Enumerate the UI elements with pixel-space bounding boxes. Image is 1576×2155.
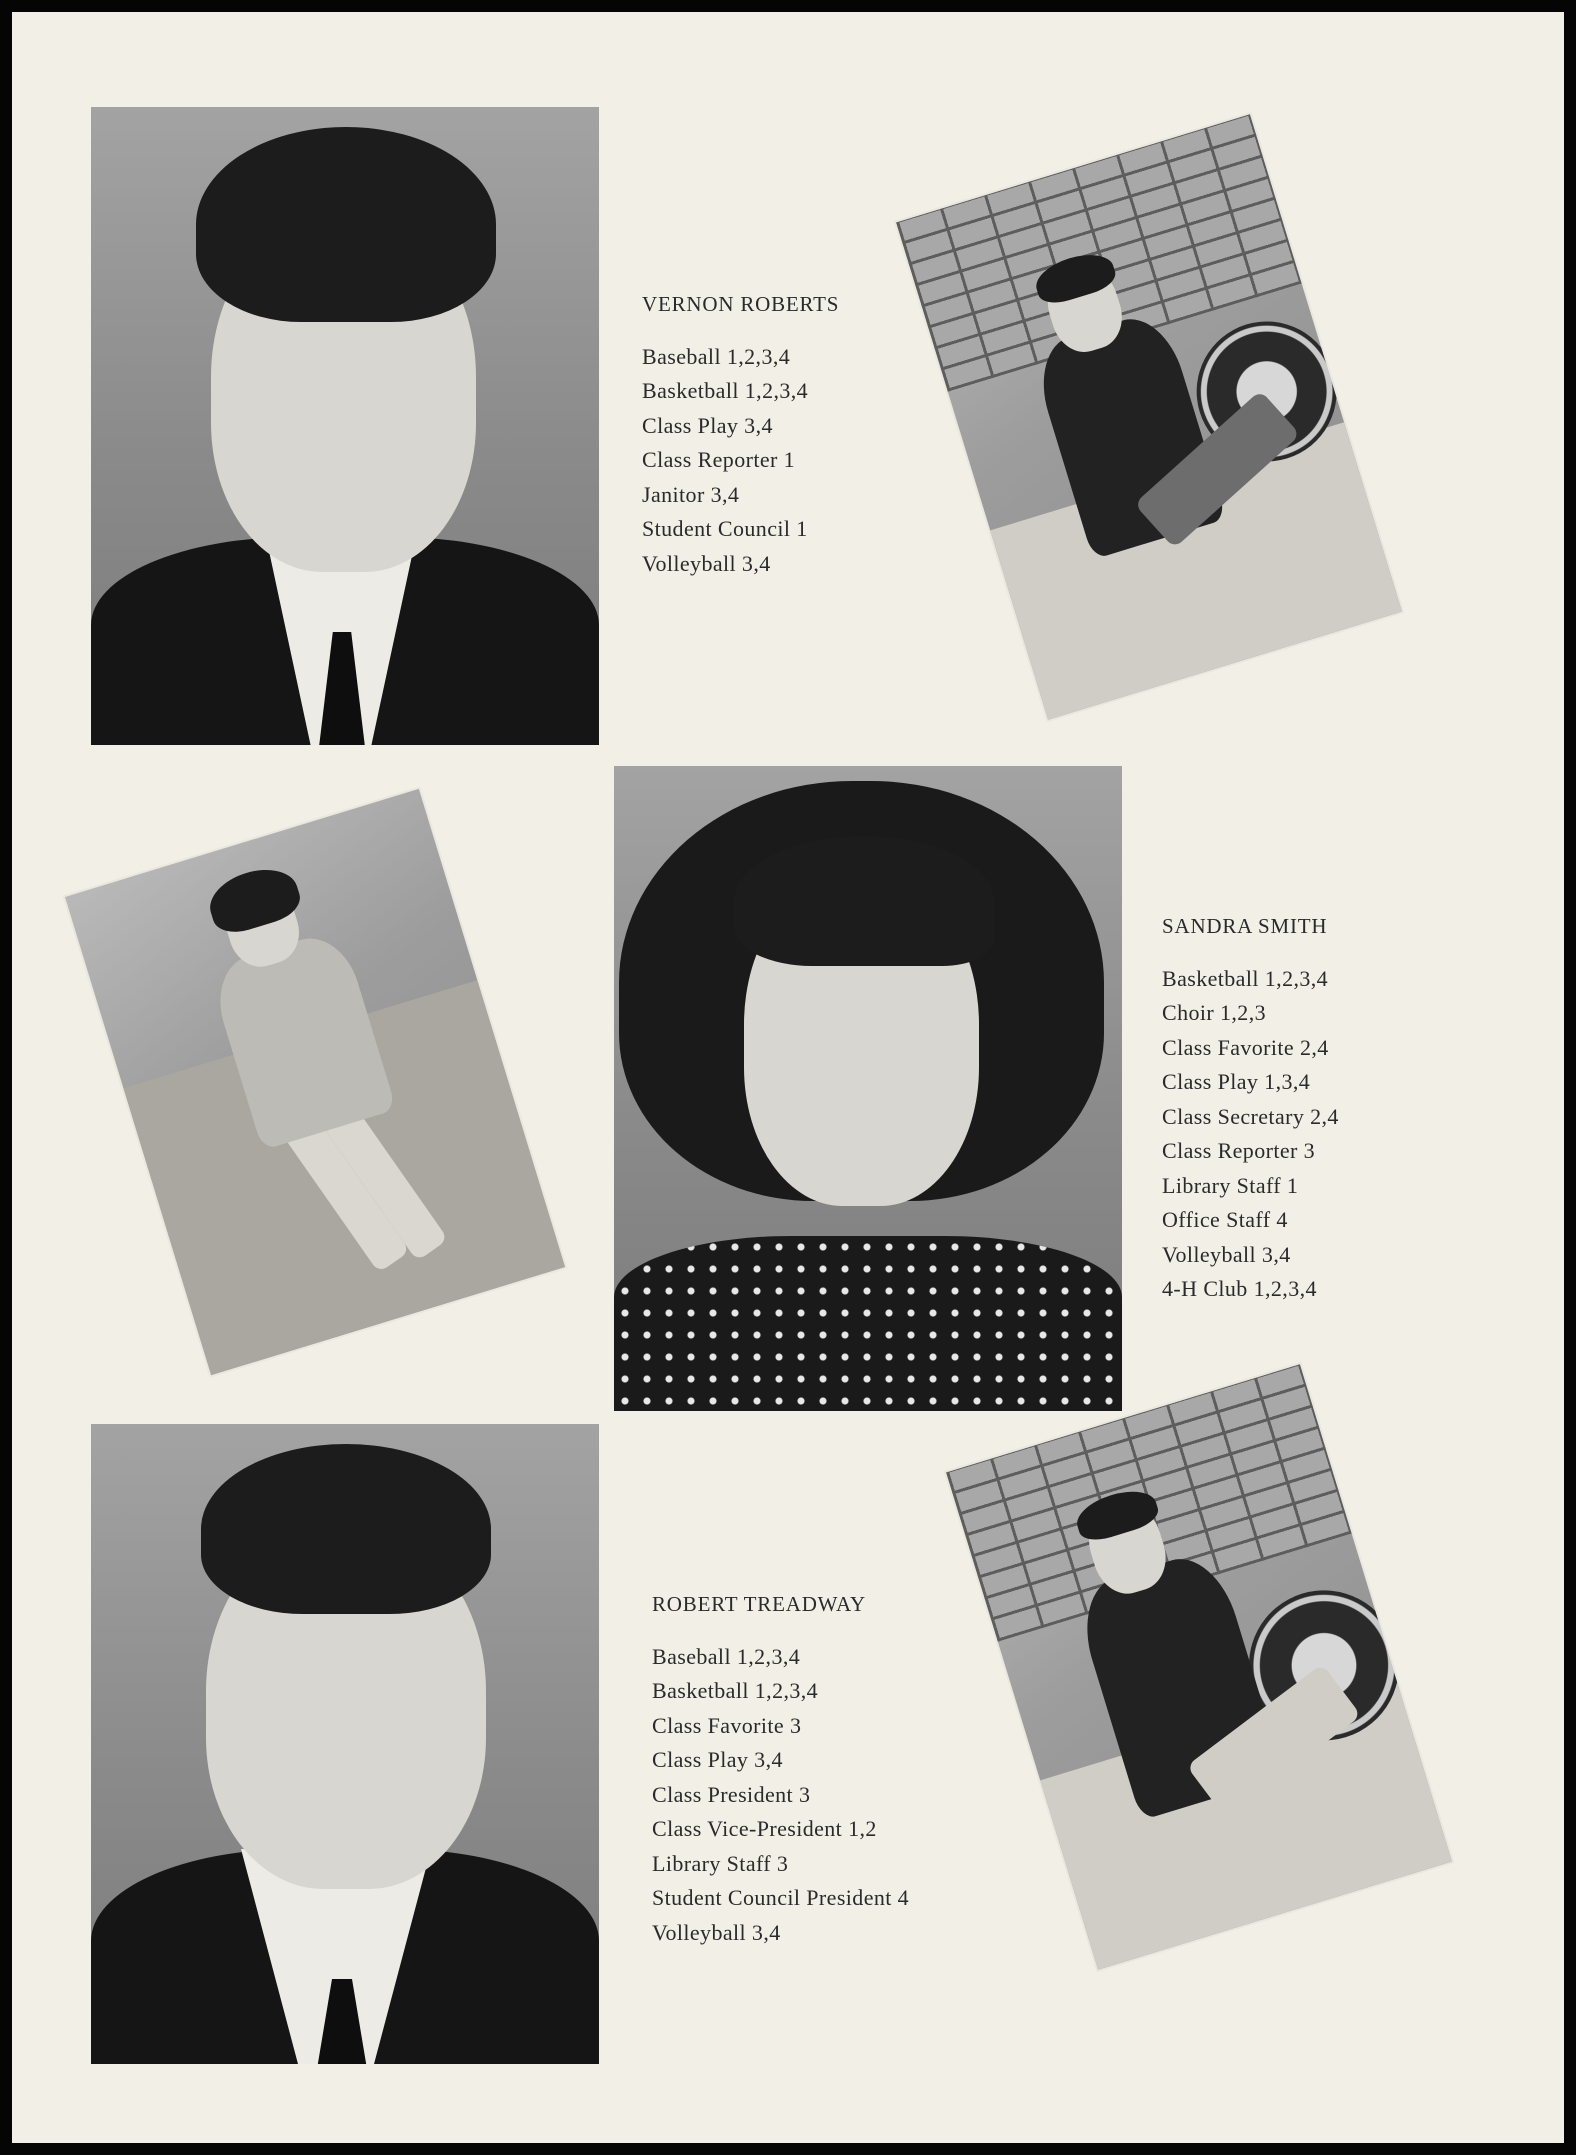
robert-treadway-portrait [91,1424,599,2064]
activity-item: Student Council President 4 [652,1885,910,1910]
activity-item: Class Reporter 3 [1162,1138,1316,1163]
activity-item: Class Reporter 1 [642,447,796,472]
vernon-roberts-portrait [91,107,599,745]
sandra-smith-snapshot [65,789,565,1375]
activity-item: Janitor 3,4 [642,481,740,507]
activity-item: Baseball 1,2,3,4 [642,343,791,369]
activity-item: 4-H Club 1,2,3,4 [1162,1276,1317,1301]
activity-item: Class Play 3,4 [642,412,773,438]
student-name: VERNON ROBERTS [642,292,840,316]
vernon-roberts-snapshot [896,114,1402,719]
activity-item: Class Favorite 3 [652,1712,802,1738]
activity-item: Library Staff 1 [1162,1172,1299,1198]
activity-item: Class Play 1,3,4 [1162,1069,1311,1094]
activity-item: Baseball 1,2,3,4 [652,1643,801,1669]
activity-item: Class Vice-President 1,2 [652,1816,877,1841]
yearbook-page [12,12,1564,2143]
vernon-roberts-caption [642,287,839,581]
activity-item: Basketball 1,2,3,4 [1162,965,1329,991]
student-name: SANDRA SMITH [1162,914,1328,938]
activity-item: Class President 3 [652,1781,811,1807]
student-name: ROBERT TREADWAY [652,1592,866,1616]
activity-item: Class Secretary 2,4 [1162,1103,1339,1129]
activity-item: Choir 1,2,3 [1162,1000,1267,1025]
robert-treadway-snapshot [946,1364,1452,1969]
activity-item: Basketball 1,2,3,4 [652,1678,819,1703]
activity-item: Student Council 1 [642,516,808,541]
activity-item: Volleyball 3,4 [652,1919,781,1945]
activity-item: Class Favorite 2,4 [1162,1034,1329,1060]
activity-item: Basketball 1,2,3,4 [642,378,809,403]
activity-item: Library Staff 3 [652,1850,789,1876]
activity-item: Class Play 3,4 [652,1747,783,1772]
activity-item: Volleyball 3,4 [1162,1241,1291,1267]
sandra-smith-caption [1162,909,1339,1307]
robert-treadway-caption [652,1587,909,1950]
activity-item: Volleyball 3,4 [642,550,771,576]
activity-item: Office Staff 4 [1162,1207,1288,1232]
sandra-smith-portrait [614,766,1122,1411]
